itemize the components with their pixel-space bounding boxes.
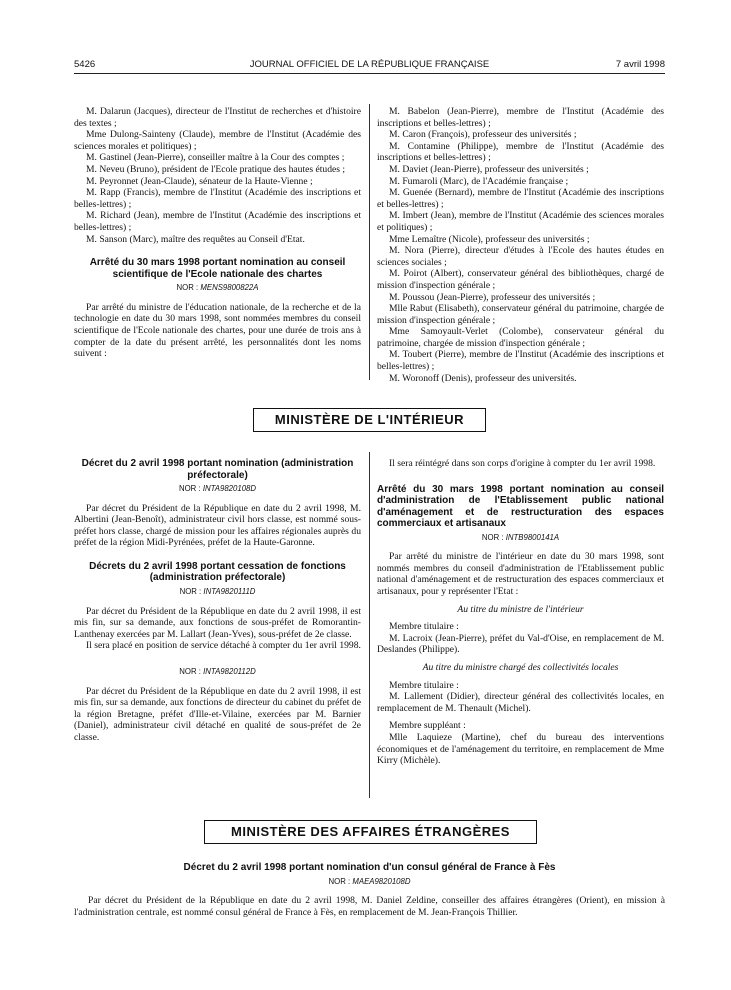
member-entry: M. Guenée (Bernard), membre de l'Institut (Académie des inscriptions et belles-lettres) ;	[377, 187, 664, 210]
subheading: Au titre du ministre chargé des collectivités locales	[422, 661, 619, 673]
member-entry: M. Lallement (Didier), directeur général des collectivités locales, en remplacement de M. Thenault (Michel).	[377, 691, 664, 714]
journal-title: JOURNAL OFFICIEL DE LA RÉPUBLIQUE FRANÇAISE	[249, 59, 490, 70]
member-entry: M. Sanson (Marc), maître des requêtes au Conseil d'Etat.	[86, 233, 305, 245]
member-entry: M. Woronoff (Denis), professeur des universités.	[389, 372, 577, 384]
reintegration-note: Il sera réintégré dans son corps d'origine à compter du 1er avril 1998.	[389, 458, 656, 469]
member-entry: M. Peyronnet (Jean-Claude), sénateur de la Haute-Vienne ;	[86, 175, 313, 187]
decret-title: Décret du 2 avril 1998 portant nomination (administration préfectorale)	[81, 458, 354, 481]
nor-line: NOR : INTB9800141A	[481, 532, 560, 542]
issue-date: 7 avril 1998	[615, 59, 665, 70]
middle-left-column	[74, 446, 361, 744]
member-entry: M. Caron (François), professeur des universités ;	[389, 129, 577, 141]
nor-line: NOR : MENS9800822A	[176, 283, 259, 293]
decret-body: Il sera placé en position de service détaché à compter du 1er avril 1998.	[86, 640, 361, 652]
decret-body: Par décret du Président de la République en date du 2 avril 1998, il est mis fin, sur sa demande, aux fonctions de directeur du cabinet du préfet de la région Bretagne, préfet d'Ille-et-Vilaine, exercées par M. Barnier (Daniel), administrateur civil détaché en qualité de sous-préfet de 2e classe.	[74, 685, 361, 743]
member-entry: M. Richard (Jean), membre de l'Institut (Académie des inscriptions et belles-lettres) ;	[74, 210, 361, 233]
member-entry: M. Daviet (Jean-Pierre), professeur des universités ;	[389, 163, 589, 175]
column-divider-top	[369, 104, 370, 380]
member-entry: M. Babelon (Jean-Pierre), membre de l'Institut (Académie des inscriptions et belles-lettres) ;	[377, 106, 664, 129]
top-right-column	[377, 106, 664, 384]
member-entry: M. Gastinel (Jean-Pierre), conseiller maître à la Cour des comptes ;	[86, 152, 345, 164]
member-entry: M. Neveu (Bruno), président de l'Ecole pratique des hautes études ;	[86, 163, 346, 175]
member-entry: Mlle Rabut (Elisabeth), conservateur général du patrimoine, chargée de mission d'inspection générale ;	[377, 303, 664, 326]
column-divider-middle	[369, 452, 370, 798]
decret-body: Par décret du Président de la République en date du 2 avril 1998, M. Albertini (Jean-Benoît), administrateur civil hors classe, est nommé sous-préfet hors classe, chargé de mission pour les affaires régionales auprès du préfet de la région Midi-Pyrénées, préfet de la Haute-Garonne.	[74, 502, 361, 549]
decret-title: Décret du 2 avril 1998 portant nomination d'un consul général de France à Fès	[183, 862, 556, 873]
member-entry: M. Lacroix (Jean-Pierre), préfet du Val-d'Oise, en remplacement de M. Deslandes (Philippe).	[377, 632, 664, 656]
member-entry: M. Toubert (Pierre), membre de l'Institut (Académie des inscriptions et belles-lettres) ;	[377, 349, 664, 373]
member-role: Membre suppléant :	[389, 720, 466, 732]
page-number: 5426	[74, 59, 96, 70]
arrete-title: Arrêté du 30 mars 1998 portant nomination au conseil d'administration de l'Etablissement public national d'aménagement et de restructuration des espaces commerciaux et artisanaux	[377, 483, 664, 530]
arrete-title: Arrêté du 30 mars 1998 portant nomination au conseil scientifique de l'Ecole nationale des chartes	[89, 257, 346, 280]
member-entry: Mlle Laquieze (Martine), chef du bureau des interventions économiques et de l'aménagement du territoire, en remplacement de Mme Kirry (Michèle).	[377, 731, 664, 767]
decrets-title: Décrets du 2 avril 1998 portant cessation de fonctions (administration préfectorale)	[89, 560, 346, 584]
header-rule	[74, 73, 665, 74]
member-entry: Mme Samoyault-Verlet (Colombe), conservateur général du patrimoine, chargée de mission d'inspection générale ;	[377, 326, 664, 349]
decret-body: Par décret du Président de la République en date du 2 avril 1998, M. Daniel Zeldine, conseiller des affaires étrangères (Orient), en mission à l'administration centrale, est nommé consul général de France à Fès, en remplacement de M. Jean-François Thillier.	[74, 895, 665, 918]
section-title-interieur: MINISTÈRE DE L'INTÉRIEUR	[253, 408, 486, 432]
nor-line: NOR : MAEA9820108D	[328, 876, 411, 886]
member-entry: M. Nora (Pierre), directeur d'études à l'Ecole des hautes études en sciences sociales ;	[377, 245, 664, 268]
member-role: Membre titulaire :	[389, 679, 459, 691]
member-entry: M. Imbert (Jean), membre de l'Institut (Académie des sciences morales et politiques) ;	[377, 210, 664, 233]
member-entry: M. Dalarun (Jacques), directeur de l'Institut de recherches et d'histoire des textes ;	[74, 106, 361, 129]
member-entry: M. Rapp (Francis), membre de l'Institut (Académie des inscriptions et belles-lettres) ;	[74, 187, 361, 210]
decret-body: Par décret du Président de la République en date du 2 avril 1998, il est mis fin, sur sa demande, aux fonctions de sous-préfet de Romorantin-Lanthenay exercées par M. Lallart (Jean-Yves), sous-préfet de 2e classe.	[74, 605, 361, 640]
arrete-body: Par arrêté du ministre de l'intérieur en date du 30 mars 1998, sont nommés membres du conseil d'administration de l'Etablissement public national d'aménagement et de restructuration des espaces commerciaux et artisanaux, pour y représenter l'Etat :	[377, 551, 664, 597]
nor-line: NOR : INTA9820111D	[179, 586, 256, 596]
arrete-body: Par arrêté du ministre de l'éducation nationale, de la recherche et de la technologie en date du 30 mars 1998, sont nommées membres du conseil scientifique de l'Ecole nationale des chartes, pour une durée de trois ans à compter de la date du présent arrêté, les personnalités dont les noms suivent :	[74, 301, 361, 360]
member-entry: M. Contamine (Philippe), membre de l'Institut (Académie des inscriptions et belles-lettres) ;	[377, 140, 664, 164]
nor-line: NOR : INTA9820112D	[179, 666, 256, 676]
member-entry: M. Poussou (Jean-Pierre), professeur des universités ;	[389, 291, 596, 303]
top-left-column	[74, 106, 361, 360]
page-header	[74, 59, 665, 73]
subheading: Au titre du ministre de l'intérieur	[457, 603, 584, 615]
member-entry: Mme Dulong-Sainteny (Claude), membre de l'Institut (Académie des sciences morales et politiques) ;	[74, 129, 361, 152]
section-title-affaires-etrangeres: MINISTÈRE DES AFFAIRES ÉTRANGÈRES	[204, 820, 537, 844]
member-entry: M. Fumaroli (Marc), de l'Académie française ;	[389, 175, 569, 187]
bottom-section	[74, 862, 665, 918]
member-entry: Mme Lemaître (Nicole), professeur des universités ;	[389, 233, 590, 245]
member-entry: M. Poirot (Albert), conservateur général des bibliothèques, chargé de mission d'inspection générale ;	[377, 268, 664, 291]
member-role: Membre titulaire :	[389, 621, 459, 633]
middle-right-column	[377, 458, 664, 767]
nor-line: NOR : INTA9820108D	[178, 484, 256, 493]
